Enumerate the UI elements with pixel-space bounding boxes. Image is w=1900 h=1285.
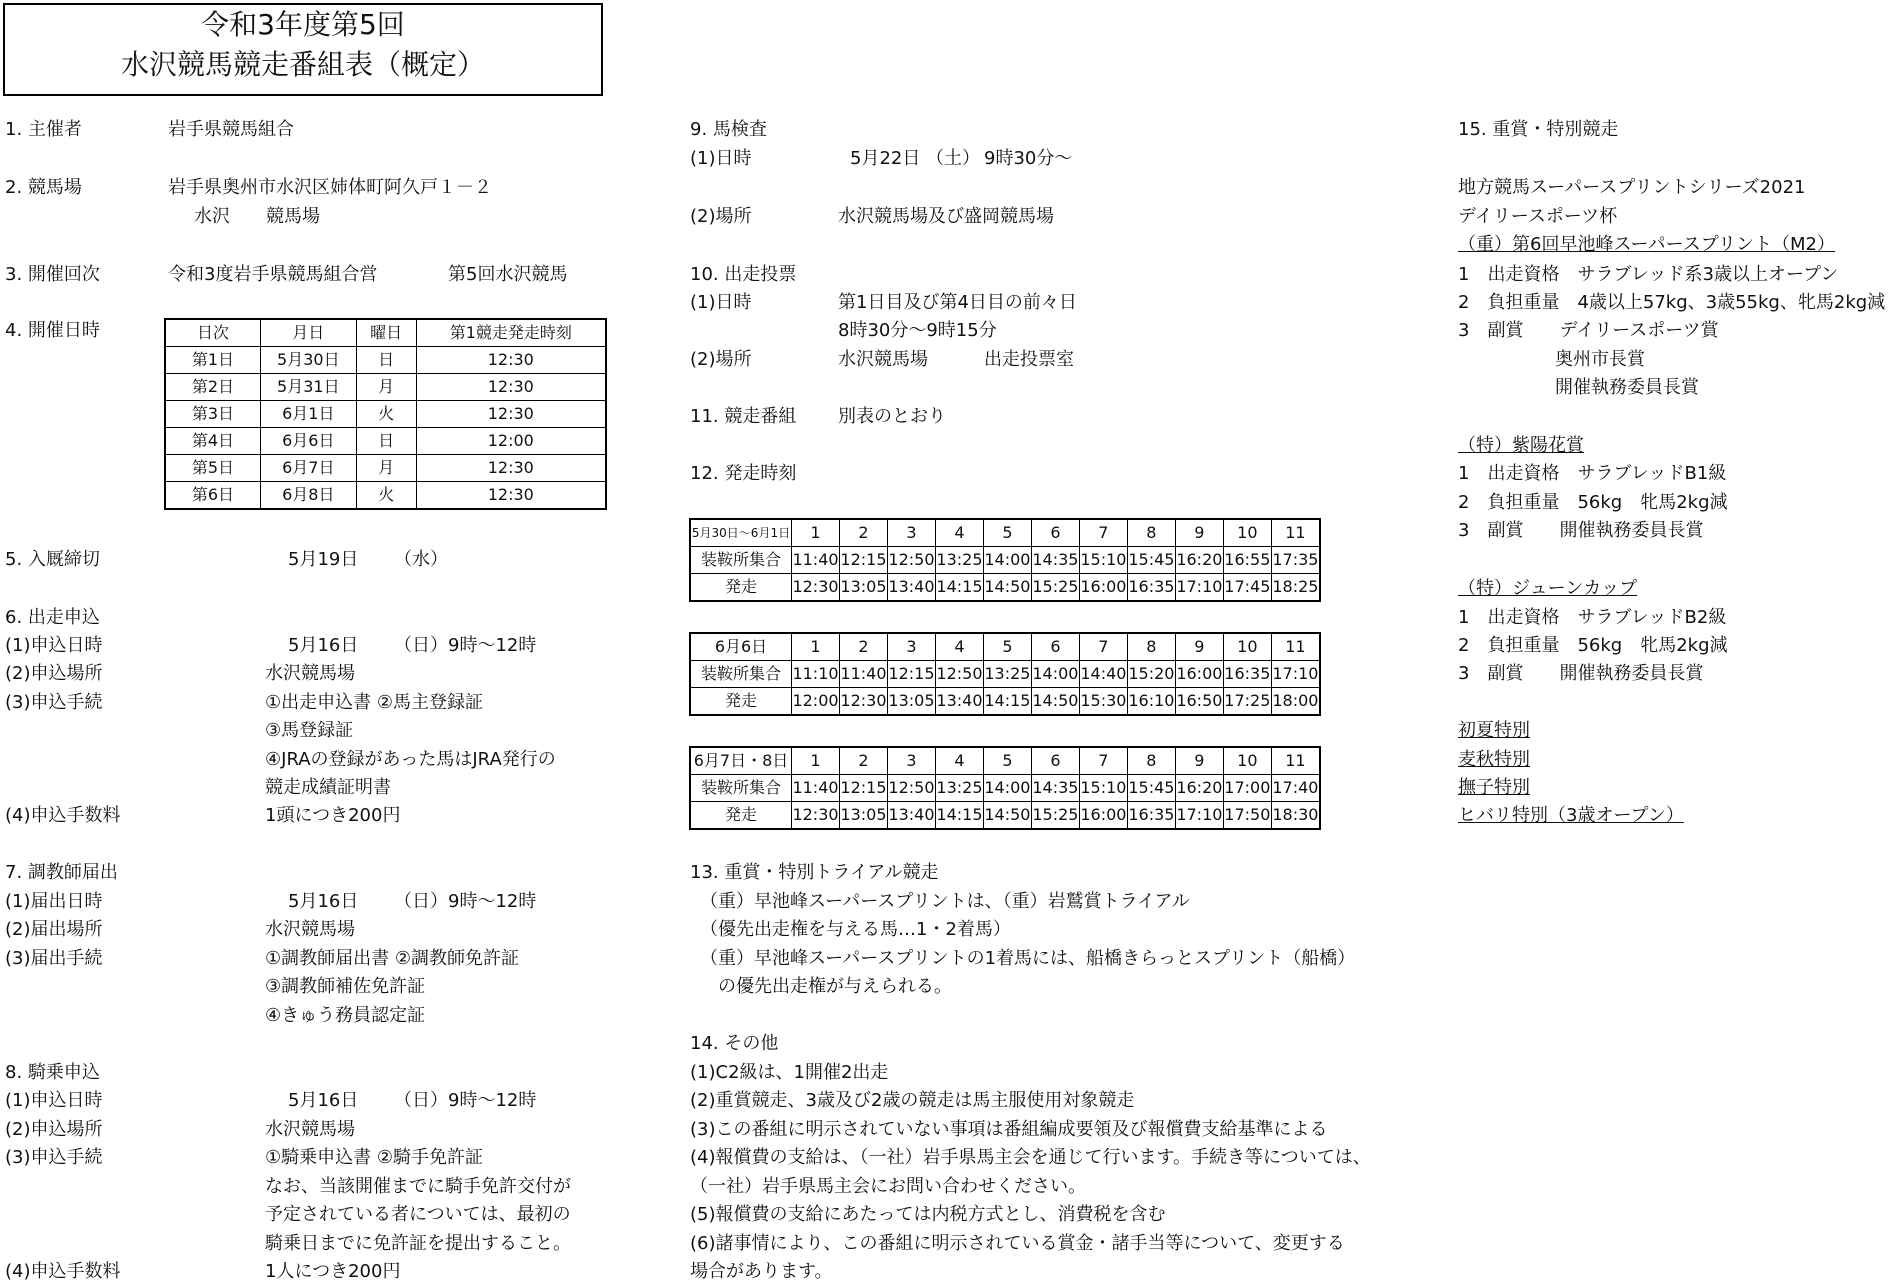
s6-v1a: 5月16日	[288, 635, 359, 656]
schedule-cell: 日	[356, 347, 416, 374]
s13-l2: （優先出走権を与える馬…1・2着馬）	[700, 919, 1011, 940]
race2-q3: 3 副賞 開催執務委員長賞	[1458, 520, 1704, 541]
s7-l3: (3)届出手続	[5, 948, 103, 969]
race3-q1: 1 出走資格 サラブレッドB2級	[1458, 607, 1727, 628]
race-number-cell: 6	[1031, 747, 1079, 775]
start-time-cell: 14:50	[983, 802, 1031, 830]
s2-value1: 岩手県奥州市水沢区姉体町阿久戸１－２	[168, 177, 492, 198]
assembly-time-cell: 16:00	[1175, 661, 1223, 688]
timetable-1	[689, 518, 1321, 602]
s13-label: 13. 重賞・特別トライアル競走	[690, 862, 939, 883]
assembly-time-cell: 11:40	[792, 547, 840, 574]
s9-v1b: （土）	[926, 148, 980, 169]
s14-line: 場合があります。	[690, 1261, 833, 1282]
s2-label: 2. 競馬場	[5, 177, 82, 198]
start-time-cell: 18:00	[1271, 688, 1320, 716]
start-time-cell: 14:50	[983, 574, 1031, 602]
race3-name: （特）ジューンカップ	[1458, 578, 1638, 599]
s8-v4: 1人につき200円	[265, 1261, 401, 1282]
start-time-cell: 18:25	[1271, 574, 1320, 602]
race-number-cell: 6	[1031, 633, 1079, 661]
start-time-cell: 13:40	[887, 574, 935, 602]
s11-label: 11. 競走番組	[690, 406, 797, 427]
assembly-time-cell: 12:15	[887, 661, 935, 688]
start-time-cell: 17:10	[1175, 802, 1223, 830]
assembly-time-cell: 11:10	[792, 661, 840, 688]
s6-l3: (3)申込手続	[5, 692, 103, 713]
schedule-cell: 12:30	[416, 455, 606, 482]
assembly-time-cell: 17:00	[1223, 775, 1271, 802]
race-number-cell: 1	[792, 633, 840, 661]
s14-label: 14. その他	[690, 1033, 779, 1054]
assembly-time-cell: 13:25	[935, 775, 983, 802]
start-time-cell: 16:50	[1175, 688, 1223, 716]
s12-label: 12. 発走時刻	[690, 463, 797, 484]
start-time-cell: 14:15	[935, 802, 983, 830]
s8-v1c: 9時～12時	[448, 1090, 537, 1111]
s8-l4: (4)申込手数料	[5, 1261, 121, 1282]
s15-label: 15. 重賞・特別競走	[1458, 119, 1619, 140]
assembly-time-cell: 11:40	[839, 661, 887, 688]
title-box	[3, 3, 603, 96]
race-number-cell: 9	[1175, 519, 1223, 547]
assembly-time-cell: 13:25	[983, 661, 1031, 688]
assembly-time-cell: 14:35	[1031, 547, 1079, 574]
race-number-cell: 8	[1127, 519, 1175, 547]
assembly-time-cell: 16:35	[1223, 661, 1271, 688]
schedule-cell: 第5日	[165, 455, 260, 482]
schedule-cell: 6月6日	[260, 428, 356, 455]
race-number-cell: 10	[1223, 519, 1271, 547]
s5-label: 5. 入厩締切	[5, 549, 100, 570]
start-label: 発走	[690, 688, 792, 716]
start-time-cell: 16:10	[1127, 688, 1175, 716]
s7-v2: 水沢競馬場	[265, 919, 355, 940]
s4-label: 4. 開催日時	[5, 320, 100, 341]
s14-line: (6)諸事情により、この番組に明示されている賞金・諸手当等について、変更する	[690, 1233, 1345, 1254]
assembly-time-cell: 15:20	[1127, 661, 1175, 688]
s13-l4: の優先出走権が与えられる。	[718, 976, 952, 997]
schedule-cell: 12:30	[416, 374, 606, 401]
race1-q3b: 奥州市長賞	[1555, 349, 1645, 370]
s9-v1c: 9時30分～	[984, 148, 1073, 169]
title-line1: 令和3年度第5回	[201, 8, 405, 41]
schedule-cell: 第3日	[165, 401, 260, 428]
s7-v1b: （日）	[394, 891, 448, 912]
start-time-cell: 16:35	[1127, 802, 1175, 830]
other-race: ヒバリ特別（3歳オープン）	[1458, 805, 1684, 826]
race1-q1: 1 出走資格 サラブレッド系3歳以上オープン	[1458, 264, 1839, 285]
race-number-cell: 5	[983, 747, 1031, 775]
s8-v2: 水沢競馬場	[265, 1119, 355, 1140]
timetable-number-row	[690, 633, 1320, 661]
s7-v3b: ③調教師補佐免許証	[265, 976, 426, 997]
s10-v1b: 8時30分～9時15分	[838, 320, 997, 341]
title-line2: 水沢競馬競走番組表（概定）	[120, 48, 485, 81]
s14-line: (1)C2級は、1開催2出走	[690, 1062, 889, 1083]
race2-q1: 1 出走資格 サラブレッドB1級	[1458, 463, 1727, 484]
s6-v2: 水沢競馬場	[265, 663, 355, 684]
assembly-time-cell: 12:50	[887, 775, 935, 802]
race-number-cell: 3	[887, 747, 935, 775]
assembly-time-cell: 13:25	[935, 547, 983, 574]
timetable-start-row	[690, 574, 1320, 602]
table-row	[165, 428, 606, 455]
start-time-cell: 17:25	[1223, 688, 1271, 716]
s15-series: 地方競馬スーパースプリントシリーズ2021	[1458, 177, 1806, 198]
s3-value2: 第5回水沢競馬	[448, 264, 568, 285]
start-time-cell: 17:50	[1223, 802, 1271, 830]
assembly-time-cell: 11:40	[792, 775, 840, 802]
race-number-cell: 11	[1271, 747, 1320, 775]
race-number-cell: 3	[887, 633, 935, 661]
race-number-cell: 1	[792, 747, 840, 775]
race1-q3: 3 副賞 デイリースポーツ賞	[1458, 320, 1719, 341]
assembly-time-cell: 16:20	[1175, 775, 1223, 802]
start-time-cell: 12:30	[839, 688, 887, 716]
assembly-time-cell: 17:40	[1271, 775, 1320, 802]
assembly-label: 装鞍所集合	[690, 775, 792, 802]
race-number-cell: 9	[1175, 633, 1223, 661]
start-time-cell: 16:35	[1127, 574, 1175, 602]
s1-label: 1. 主催者	[5, 119, 82, 140]
schedule-cell: 12:30	[416, 482, 606, 510]
start-time-cell: 14:50	[1031, 688, 1079, 716]
race-number-cell: 7	[1079, 747, 1127, 775]
assembly-label: 装鞍所集合	[690, 661, 792, 688]
assembly-time-cell: 16:55	[1223, 547, 1271, 574]
race-number-cell: 8	[1127, 633, 1175, 661]
schedule-cell: 月	[356, 374, 416, 401]
start-time-cell: 15:25	[1031, 574, 1079, 602]
s14-line: (4)報償費の支給は、（一社）岩手県馬主会を通じて行います。手続き等については、	[690, 1147, 1371, 1168]
s6-l4: (4)申込手数料	[5, 805, 121, 826]
s14-line: (3)この番組に明示されていない事項は番組編成要領及び報償費支給基準による	[690, 1119, 1328, 1140]
table-row	[165, 347, 606, 374]
start-time-cell: 16:00	[1079, 574, 1127, 602]
schedule-cell: 6月7日	[260, 455, 356, 482]
race1-name: （重）第6回早池峰スーパースプリント（M2）	[1458, 234, 1836, 255]
schedule-cell: 5月31日	[260, 374, 356, 401]
s13-l1: （重）早池峰スーパースプリントは、（重）岩鷲賞トライアル	[700, 891, 1190, 912]
s7-label: 7. 調教師届出	[5, 862, 118, 883]
assembly-time-cell: 12:50	[935, 661, 983, 688]
s1-value: 岩手県競馬組合	[168, 119, 294, 140]
table-row	[165, 482, 606, 510]
s8-l1: (1)申込日時	[5, 1090, 103, 1111]
assembly-time-cell: 14:00	[983, 775, 1031, 802]
timetable-2	[689, 632, 1321, 716]
s8-v1a: 5月16日	[288, 1090, 359, 1111]
s9-label: 9. 馬検査	[690, 119, 767, 140]
start-time-cell: 17:10	[1175, 574, 1223, 602]
s10-v2b: 出走投票室	[984, 349, 1074, 370]
race-number-cell: 5	[983, 633, 1031, 661]
start-time-cell: 12:00	[792, 688, 840, 716]
assembly-label: 装鞍所集合	[690, 547, 792, 574]
start-time-cell: 16:00	[1079, 802, 1127, 830]
s7-v1a: 5月16日	[288, 891, 359, 912]
s7-l2: (2)届出場所	[5, 919, 103, 940]
start-time-cell: 15:30	[1079, 688, 1127, 716]
assembly-time-cell: 17:35	[1271, 547, 1320, 574]
race-number-cell: 2	[839, 633, 887, 661]
s10-l1: (1)日時	[690, 292, 752, 313]
schedule-cell: 日	[356, 428, 416, 455]
assembly-time-cell: 12:50	[887, 547, 935, 574]
start-label: 発走	[690, 574, 792, 602]
race2-q2: 2 負担重量 56kg 牝馬2kg減	[1458, 492, 1728, 513]
s10-v2a: 水沢競馬場	[838, 349, 928, 370]
schedule-header-cell: 曜日	[356, 319, 416, 347]
s3-label: 3. 開催回次	[5, 264, 100, 285]
s6-l2: (2)申込場所	[5, 663, 103, 684]
s6-v4: 1頭につき200円	[265, 805, 401, 826]
start-time-cell: 14:15	[983, 688, 1031, 716]
assembly-time-cell: 15:10	[1079, 547, 1127, 574]
start-time-cell: 13:40	[887, 802, 935, 830]
race-number-cell: 3	[887, 519, 935, 547]
race-number-cell: 2	[839, 519, 887, 547]
schedule-cell: 第2日	[165, 374, 260, 401]
race-number-cell: 7	[1079, 519, 1127, 547]
other-race: 撫子特別	[1458, 777, 1530, 798]
s6-v1b: （日）	[394, 635, 448, 656]
schedule-cell: 12:30	[416, 347, 606, 374]
schedule-cell: 第1日	[165, 347, 260, 374]
race-number-cell: 2	[839, 747, 887, 775]
s2-value2: 水沢 競馬場	[194, 206, 320, 227]
schedule-cell: 5月30日	[260, 347, 356, 374]
schedule-header-cell: 日次	[165, 319, 260, 347]
start-label: 発走	[690, 802, 792, 830]
timetable-period: 6月6日	[690, 633, 792, 661]
race1-q3c: 開催執務委員長賞	[1555, 377, 1699, 398]
race-number-cell: 10	[1223, 747, 1271, 775]
schedule-header-cell: 第1競走発走時刻	[416, 319, 606, 347]
s10-label: 10. 出走投票	[690, 264, 797, 285]
timetable-period: 5月30日～6月1日	[690, 519, 792, 547]
schedule-cell: 火	[356, 482, 416, 510]
start-time-cell: 15:25	[1031, 802, 1079, 830]
s6-v3a: ①出走申込書 ②馬主登録証	[265, 692, 483, 713]
table-row	[165, 455, 606, 482]
race-number-cell: 4	[935, 633, 983, 661]
schedule-cell: 6月8日	[260, 482, 356, 510]
s6-v1c: 9時～12時	[448, 635, 537, 656]
s13-l3: （重）早池峰スーパースプリントの1着馬には、船橋きらっとスプリント（船橋）	[700, 948, 1356, 969]
s7-v1c: 9時～12時	[448, 891, 537, 912]
schedule-cell: 月	[356, 455, 416, 482]
race-number-cell: 11	[1271, 633, 1320, 661]
s6-v3c: ④JRAの登録があった馬はJRA発行の	[265, 749, 556, 770]
race-number-cell: 11	[1271, 519, 1320, 547]
race-number-cell: 7	[1079, 633, 1127, 661]
timetable-assembly-row	[690, 661, 1320, 688]
race3-q2: 2 負担重量 56kg 牝馬2kg減	[1458, 635, 1728, 656]
s5-date: 5月19日	[288, 549, 359, 570]
s8-v1b: （日）	[394, 1090, 448, 1111]
s8-v3d: 騎乗日までに免許証を提出すること。	[265, 1233, 571, 1254]
schedule-table	[164, 318, 607, 510]
s6-v3b: ③馬登録証	[265, 720, 354, 741]
s15-sponsor: デイリースポーツ杯	[1458, 206, 1618, 227]
schedule-cell: 第6日	[165, 482, 260, 510]
s9-l1: (1)日時	[690, 148, 752, 169]
assembly-time-cell: 16:20	[1175, 547, 1223, 574]
assembly-time-cell: 15:45	[1127, 547, 1175, 574]
schedule-cell: 第4日	[165, 428, 260, 455]
s9-l2: (2)場所	[690, 206, 752, 227]
race3-q3: 3 副賞 開催執務委員長賞	[1458, 663, 1704, 684]
schedule-cell: 12:30	[416, 401, 606, 428]
s9-v2: 水沢競馬場及び盛岡競馬場	[838, 206, 1054, 227]
schedule-cell: 6月1日	[260, 401, 356, 428]
s8-v3b: なお、当該開催までに騎手免許交付が	[265, 1176, 571, 1197]
assembly-time-cell: 15:45	[1127, 775, 1175, 802]
start-time-cell: 14:15	[935, 574, 983, 602]
assembly-time-cell: 14:35	[1031, 775, 1079, 802]
race-number-cell: 9	[1175, 747, 1223, 775]
schedule-cell: 火	[356, 401, 416, 428]
start-time-cell: 13:05	[839, 802, 887, 830]
s10-v1a: 第1日目及び第4日目の前々日	[838, 292, 1077, 313]
s6-label: 6. 出走申込	[5, 607, 100, 628]
s7-l1: (1)届出日時	[5, 891, 103, 912]
timetable-3	[689, 746, 1321, 830]
s3-value: 令和3度岩手県競馬組合営	[168, 264, 378, 285]
schedule-header-row	[165, 319, 606, 347]
s14-line: (2)重賞競走、3歳及び2歳の競走は馬主服使用対象競走	[690, 1090, 1135, 1111]
s8-l3: (3)申込手続	[5, 1147, 103, 1168]
timetable-assembly-row	[690, 547, 1320, 574]
start-time-cell: 12:30	[792, 574, 840, 602]
race1-q2: 2 負担重量 4歳以上57kg、3歳55kg、牝馬2kg減	[1458, 292, 1886, 313]
timetable-start-row	[690, 802, 1320, 830]
other-race: 初夏特別	[1458, 720, 1530, 741]
s14-line: (5)報償費の支給にあたっては内税方式とし、消費税を含む	[690, 1204, 1166, 1225]
assembly-time-cell: 14:40	[1079, 661, 1127, 688]
race-number-cell: 6	[1031, 519, 1079, 547]
s6-l1: (1)申込日時	[5, 635, 103, 656]
s5-dow: （水）	[394, 549, 448, 570]
s6-v3d: 競走成績証明書	[265, 777, 391, 798]
s8-label: 8. 騎乗申込	[5, 1062, 100, 1083]
s8-v3a: ①騎乗申込書 ②騎手免許証	[265, 1147, 483, 1168]
assembly-time-cell: 12:15	[839, 547, 887, 574]
start-time-cell: 17:45	[1223, 574, 1271, 602]
race-number-cell: 4	[935, 519, 983, 547]
assembly-time-cell: 12:15	[839, 775, 887, 802]
timetable-period: 6月7日・8日	[690, 747, 792, 775]
start-time-cell: 18:30	[1271, 802, 1320, 830]
assembly-time-cell: 15:10	[1079, 775, 1127, 802]
timetable-number-row	[690, 747, 1320, 775]
schedule-cell: 12:00	[416, 428, 606, 455]
start-time-cell: 13:05	[839, 574, 887, 602]
timetable-start-row	[690, 688, 1320, 716]
schedule-header-cell: 月日	[260, 319, 356, 347]
table-row	[165, 401, 606, 428]
start-time-cell: 12:30	[792, 802, 840, 830]
race-number-cell: 8	[1127, 747, 1175, 775]
s14-line: （一社）岩手県馬主会にお問い合わせください。	[690, 1176, 1086, 1197]
race-number-cell: 4	[935, 747, 983, 775]
assembly-time-cell: 17:10	[1271, 661, 1320, 688]
s7-v3a: ①調教師届出書 ②調教師免許証	[265, 948, 519, 969]
s7-v3c: ④きゅう務員認定証	[265, 1005, 426, 1026]
timetable-assembly-row	[690, 775, 1320, 802]
s8-l2: (2)申込場所	[5, 1119, 103, 1140]
s9-v1a: 5月22日	[850, 148, 921, 169]
assembly-time-cell: 14:00	[983, 547, 1031, 574]
race-number-cell: 10	[1223, 633, 1271, 661]
start-time-cell: 13:40	[935, 688, 983, 716]
other-race: 麦秋特別	[1458, 749, 1530, 770]
s11-value: 別表のとおり	[838, 406, 946, 427]
s8-v3c: 予定されている者については、最初の	[265, 1204, 571, 1225]
race2-name: （特）紫陽花賞	[1458, 435, 1584, 456]
s10-l2: (2)場所	[690, 349, 752, 370]
race-number-cell: 5	[983, 519, 1031, 547]
timetable-number-row	[690, 519, 1320, 547]
start-time-cell: 13:05	[887, 688, 935, 716]
assembly-time-cell: 14:00	[1031, 661, 1079, 688]
race-number-cell: 1	[792, 519, 840, 547]
table-row	[165, 374, 606, 401]
